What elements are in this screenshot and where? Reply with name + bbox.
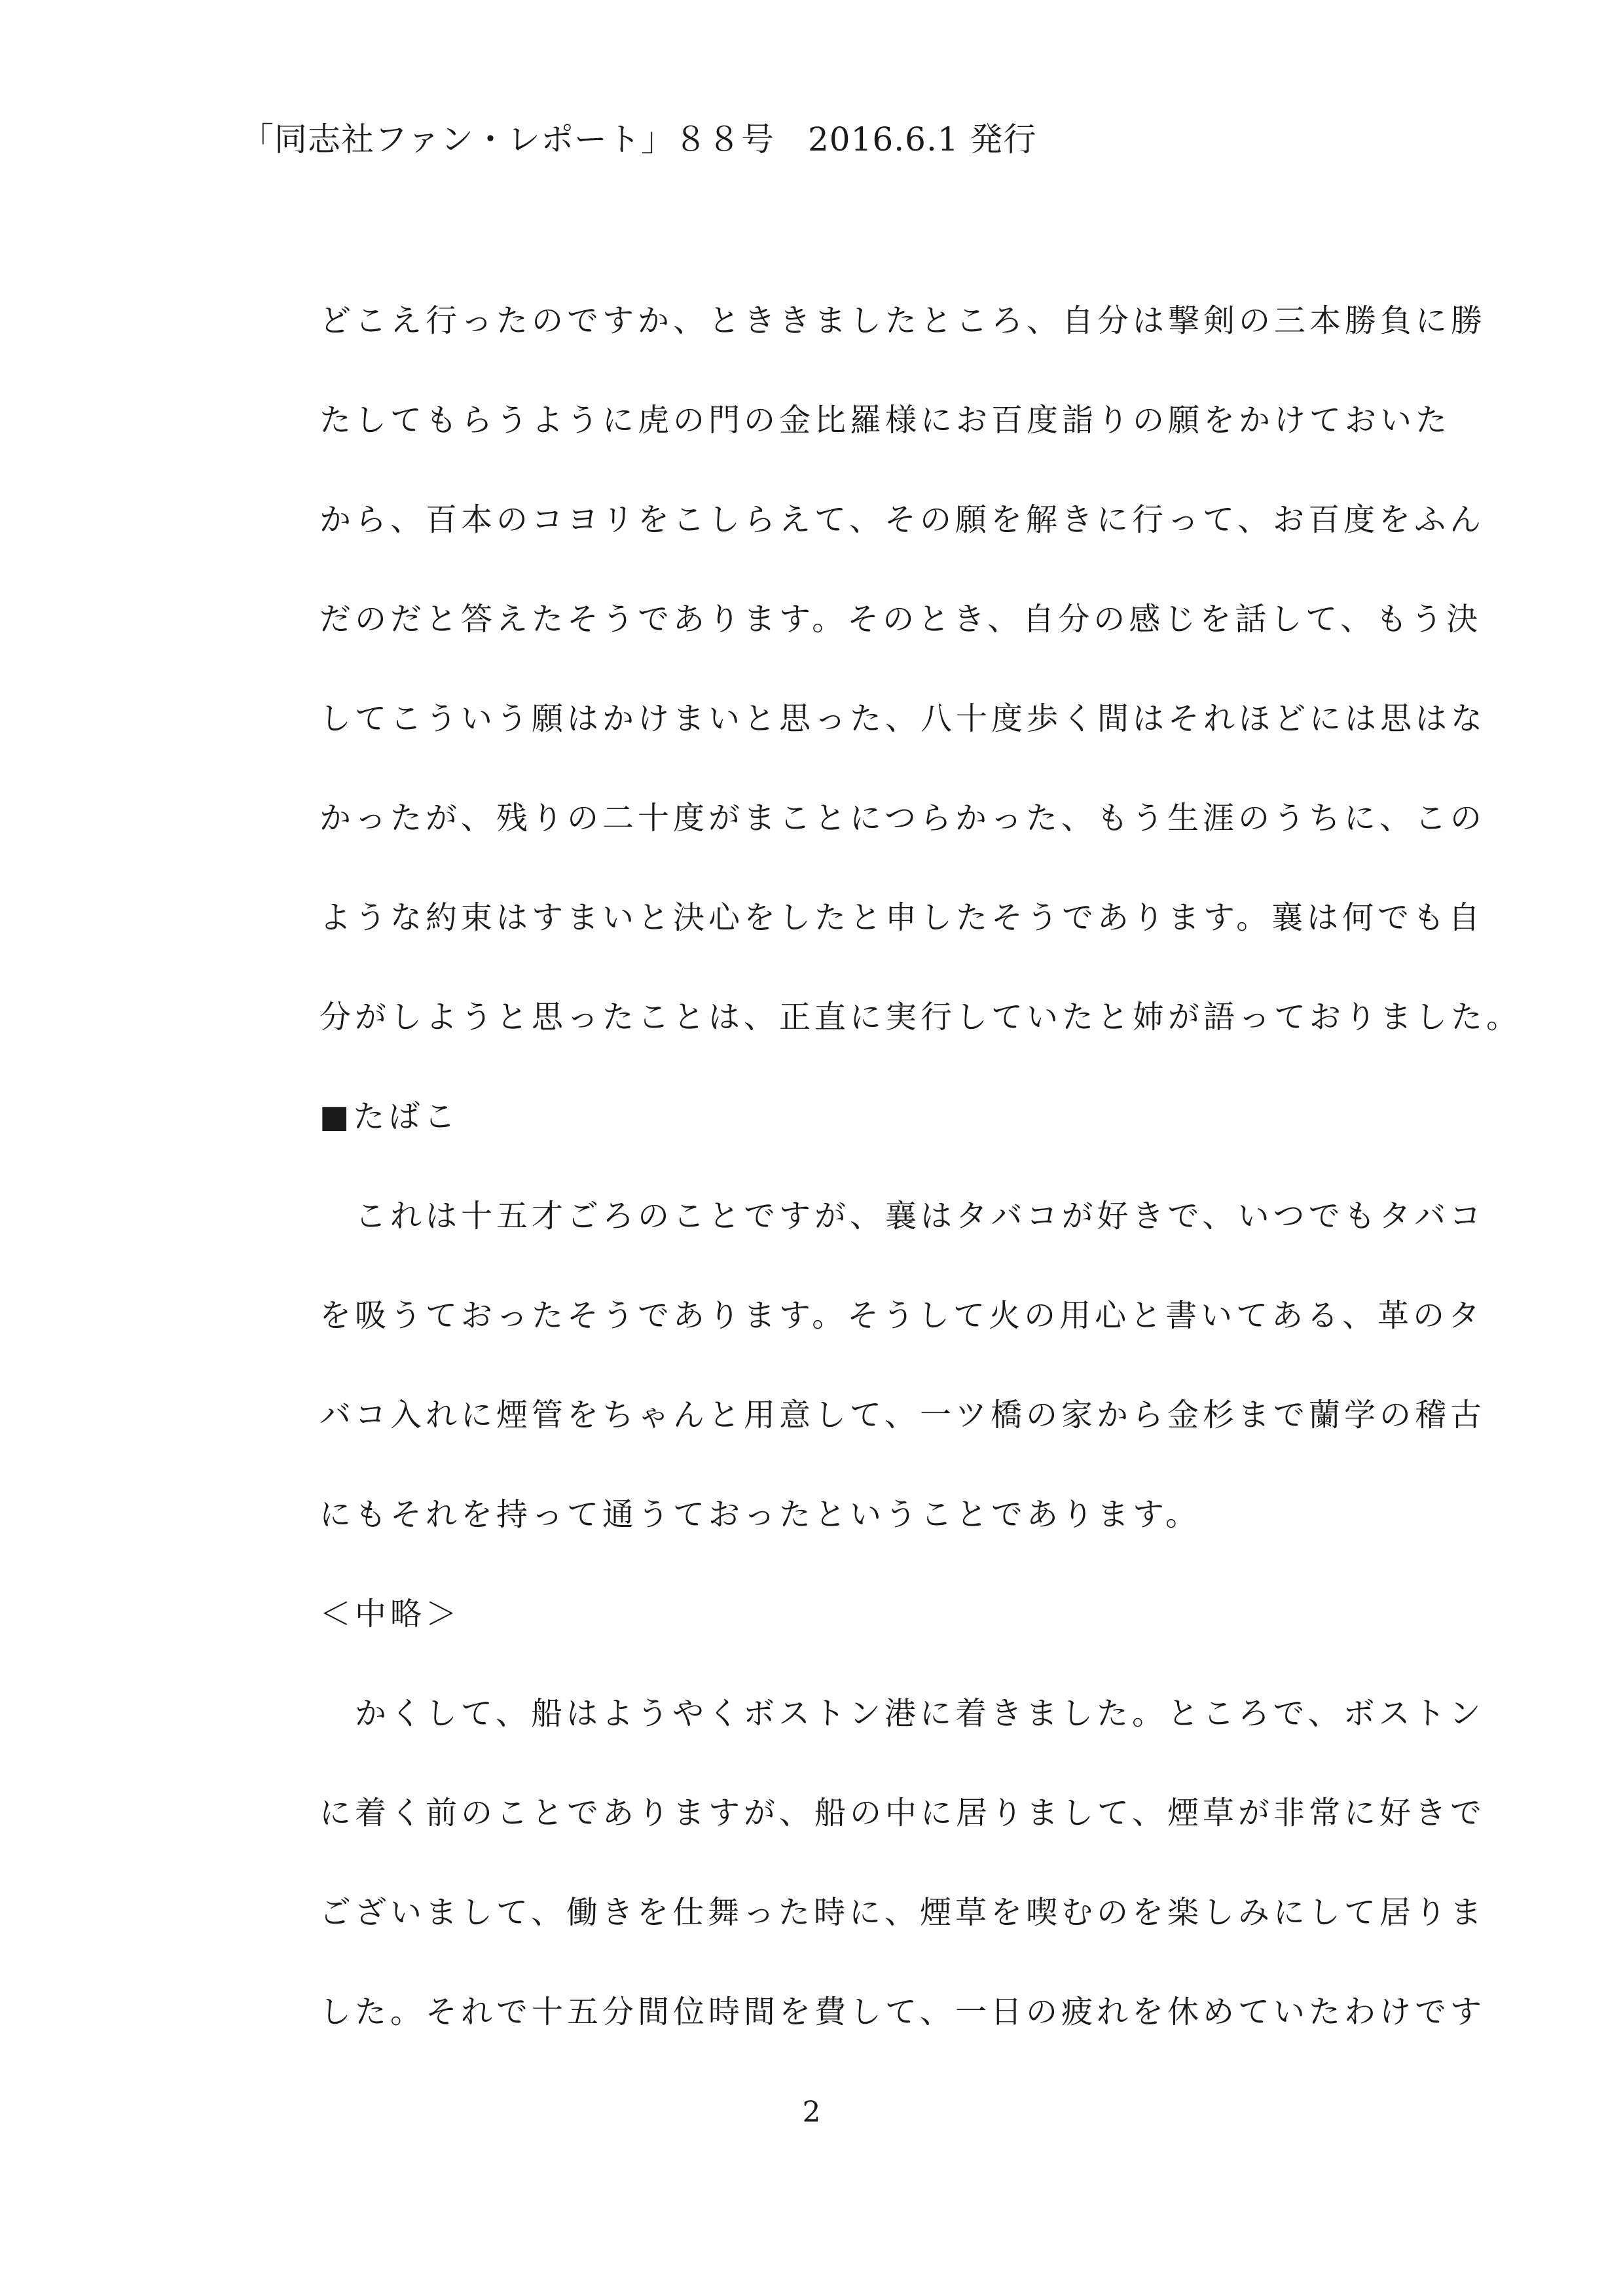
- text-line: ございまして、働きを仕舞った時に、煙草を喫むのを楽しみにして居りま: [319, 1894, 1486, 1931]
- text-line: かくして、船はようやくボストン港に着きました。ところで、ボストン: [319, 1695, 1485, 1732]
- section-heading-tabako: ■たばこ: [319, 1098, 460, 1135]
- text-line: だのだと答えたそうであります。そのとき、自分の感じを話して、もう決: [319, 601, 1482, 637]
- text-line: たしてもらうように虎の門の金比羅様にお百度詣りの願をかけておいた: [319, 402, 1451, 439]
- page-number: 2: [802, 2096, 821, 2129]
- text-line: どこえ行ったのですか、とききましたところ、自分は撃剣の三本勝負に勝: [319, 302, 1487, 339]
- text-line: にもそれを持って通うておったということであります。: [319, 1496, 1201, 1533]
- text-line: してこういう願はかけまいと思った、八十度歩く間はそれほどには思はな: [319, 700, 1487, 737]
- text-line: に着く前のことでありますが、船の中に居りまして、煙草が非常に好きで: [319, 1795, 1486, 1831]
- text-line: を吸うておったそうであります。そうして火の用心と書いてある、革のタ: [319, 1297, 1484, 1334]
- body-text: [319, 288, 1522, 2079]
- text-line: した。それで十五分間位時間を費して、一日の疲れを休めていたわけです: [319, 1994, 1486, 2030]
- text-line: から、百本のコヨリをこしらえて、その願を解きに行って、お百度をふん: [319, 501, 1486, 538]
- page-header: 「同志社ファン・レポート」８８号 2016.6.1 発行: [241, 120, 1037, 158]
- text-line: これは十五才ごろのことですが、襄はタバコが好きで、いつでもタバコ: [319, 1198, 1486, 1234]
- text-line: ような約束はすまいと決心をしたと申したそうであります。襄は何でも自: [319, 899, 1484, 936]
- text-line: 分がしようと思ったことは、正直に実行していたと姉が語っておりました。: [319, 999, 1522, 1035]
- text-line: かったが、残りの二十度がまことにつらかった、もう生涯のうちに、この: [319, 800, 1486, 836]
- text-line: バコ入れに煙管をちゃんと用意して、一ツ橋の家から金杉まで蘭学の稽古: [319, 1397, 1486, 1433]
- omission-marker: ＜中略＞: [319, 1596, 462, 1632]
